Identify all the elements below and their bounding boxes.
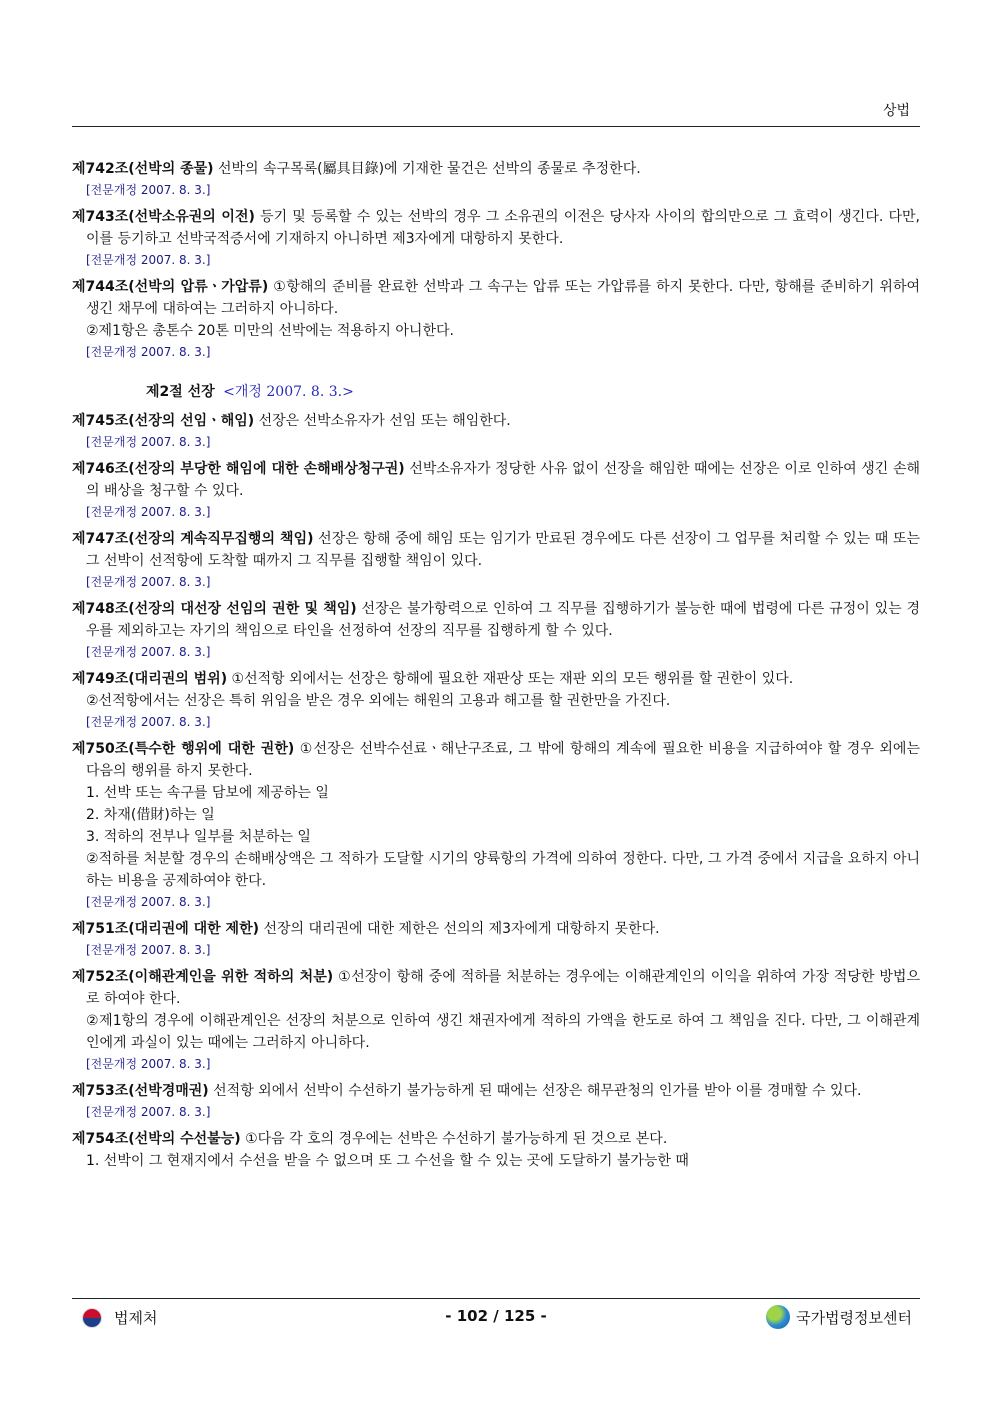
article-743 [72,206,920,270]
law-title: 상법 [882,103,910,119]
article-paragraph: ②선적항에서는 선장은 특히 위임을 받은 경우 외에는 해원의 고용과 해고를 할 권한만을 가진다. [86,693,671,709]
article-paragraph: ②제1항은 총톤수 20톤 미만의 선박에는 적용하지 아니한다. [86,323,454,339]
article-first-paragraph [72,966,920,1010]
article-heading: 제748조(선장의 대선장 선임의 권한 및 책임) [72,601,357,617]
article-750 [72,738,920,912]
article-first-paragraph [72,918,920,940]
article-first-paragraph [72,276,920,320]
article-heading: 제746조(선장의 부당한 해임에 대한 손해배상청구권) [72,461,405,477]
article-text: ①다음 각 호의 경우에는 선박은 수선하기 불가능하게 된 것으로 본다. [240,1131,668,1147]
amendment-note: [전문개정 2007. 8. 3.] [86,183,211,197]
section-title: 제2절 선장 [146,384,215,400]
article-first-paragraph [72,738,920,782]
amendment-note: [전문개정 2007. 8. 3.] [86,943,211,957]
article-paragraph: 1. 선박 또는 속구를 담보에 제공하는 일 [86,785,329,801]
article-heading: 제750조(특수한 행위에 대한 권한) [72,741,295,757]
article-text: 선장의 대리권에 대한 제한은 선의의 제3자에게 대항하지 못한다. [259,921,660,937]
article-text: 선장은 항해 중에 해임 또는 임기가 만료된 경우에도 다른 선장이 그 업무를 처리할 수 있는 때 또는 그 선박이 선적항에 도착할 때까지 그 직무를 집행할 책임이 있다. [86,531,920,569]
section-heading [146,380,920,404]
article-745 [72,410,920,452]
amendment-note: [전문개정 2007. 8. 3.] [86,345,211,359]
articles-before-section [72,158,920,362]
article-first-paragraph [72,528,920,572]
article-first-paragraph [72,1128,920,1150]
article-heading: 제742조(선박의 종물) [72,161,214,177]
article-744 [72,276,920,362]
article-text: 선박의 속구목록(屬具目錄)에 기재한 물건은 선박의 종물로 추정한다. [213,161,641,177]
article-text: ①항해의 준비를 완료한 선박과 그 속구는 압류 또는 가압류를 하지 못한다. 다만, 항해를 준비하기 위하여 생긴 채무에 대하여는 그러하지 아니하다. [86,279,920,317]
article-742 [72,158,920,200]
article-first-paragraph [72,410,920,432]
article-paragraph: ②제1항의 경우에 이해관계인은 선장의 처분으로 인하여 생긴 채권자에게 적하의 가액을 한도로 하여 그 책임을 진다. 다만, 그 이해관계인에게 과실이 있는 때에는 그러하지 아니하다. [86,1013,920,1051]
article-749 [72,668,920,732]
page-footer [72,1298,920,1339]
article-748 [72,598,920,662]
article-752 [72,966,920,1074]
article-text: 선적항 외에서 선박이 수선하기 불가능하게 된 때에는 선장은 해무관청의 인가를 받아 이를 경매할 수 있다. [208,1083,862,1099]
article-753 [72,1080,920,1122]
amendment-note: [전문개정 2007. 8. 3.] [86,895,211,909]
article-first-paragraph [72,1080,920,1102]
article-heading: 제743조(선박소유권의 이전) [72,209,255,225]
document-body [72,158,920,1178]
section-amend-note: <개정 2007. 8. 3.> [223,384,354,400]
article-747 [72,528,920,592]
article-text: 선장은 불가항력으로 인하여 그 직무를 집행하기가 불능한 때에 법령에 다른 규정이 있는 경우를 제외하고는 자기의 책임으로 타인을 선정하여 선장의 직무를 집행하게 할 수 있다. [86,601,920,639]
article-heading: 제751조(대리권에 대한 제한) [72,921,260,937]
article-754 [72,1128,920,1172]
article-text: ①선적항 외에서는 선장은 항해에 필요한 재판상 또는 재판 외의 모든 행위를 할 권한이 있다. [227,671,794,687]
footer-right [766,1305,912,1329]
footer-org-name: 법제처 [114,1309,158,1327]
articles-after-section [72,410,920,1172]
amendment-note: [전문개정 2007. 8. 3.] [86,1105,211,1119]
article-text: 선박소유자가 정당한 사유 없이 선장을 해임한 때에는 선장은 이로 인하여 생긴 손해의 배상을 청구할 수 있다. [86,461,921,499]
amendment-note: [전문개정 2007. 8. 3.] [86,435,211,449]
article-first-paragraph [72,598,920,642]
amendment-note: [전문개정 2007. 8. 3.] [86,715,211,729]
article-text: 선장은 선박소유자가 선임 또는 해임한다. [254,413,511,429]
article-heading: 제744조(선박의 압류ㆍ가압류) [72,279,269,295]
article-paragraph: ②적하를 처분할 경우의 손해배상액은 그 적하가 도달할 시기의 양륙항의 가격에 의하여 정한다. 다만, 그 가격 중에서 지급을 요하지 아니하는 비용을 공제하여야 한다. [86,851,920,889]
amendment-note: [전문개정 2007. 8. 3.] [86,1057,211,1071]
amendment-note: [전문개정 2007. 8. 3.] [86,505,211,519]
article-paragraph: 3. 적하의 전부나 일부를 처분하는 일 [86,829,311,845]
article-first-paragraph [72,668,920,690]
footer-center-name: 국가법령정보센터 [796,1308,912,1327]
article-text: ①선장은 선박수선료ㆍ해난구조료, 그 밖에 항해의 계속에 필요한 비용을 지급하여야 할 경우 외에는 다음의 행위를 하지 못한다. [86,741,920,779]
article-heading: 제749조(대리권의 범위) [72,671,228,687]
amendment-note: [전문개정 2007. 8. 3.] [86,645,211,659]
article-first-paragraph [72,158,920,180]
article-text: 등기 및 등록할 수 있는 선박의 경우 그 소유권의 이전은 당사자 사이의 합의만으로 그 효력이 생긴다. 다만, 이를 등기하고 선박국적증서에 기재하지 아니하면 제3자에게 대항하지 못한다. [86,209,920,247]
article-paragraph: 2. 차재(借財)하는 일 [86,807,215,823]
article-paragraph: 1. 선박이 그 현재지에서 수선을 받을 수 없으며 또 그 수선을 할 수 있는 곳에 도달하기 불가능한 때 [86,1153,689,1169]
article-751 [72,918,920,960]
article-heading: 제753조(선박경매권) [72,1083,209,1099]
page-number: - 102 / 125 - [445,1307,547,1325]
article-heading: 제754조(선박의 수선불능) [72,1131,241,1147]
article-first-paragraph [72,206,920,250]
article-text: ①선장이 항해 중에 적하를 처분하는 경우에는 이해관계인의 이익을 위하여 가장 적당한 방법으로 하여야 한다. [86,969,920,1007]
article-heading: 제752조(이해관계인을 위한 적하의 처분) [72,969,334,985]
globe-logo-icon [766,1305,790,1329]
article-heading: 제747조(선장의 계속직무집행의 책임) [72,531,314,547]
amendment-note: [전문개정 2007. 8. 3.] [86,253,211,267]
article-first-paragraph [72,458,920,502]
article-746 [72,458,920,522]
article-heading: 제745조(선장의 선임ㆍ해임) [72,413,255,429]
amendment-note: [전문개정 2007. 8. 3.] [86,575,211,589]
page-header [72,96,920,127]
